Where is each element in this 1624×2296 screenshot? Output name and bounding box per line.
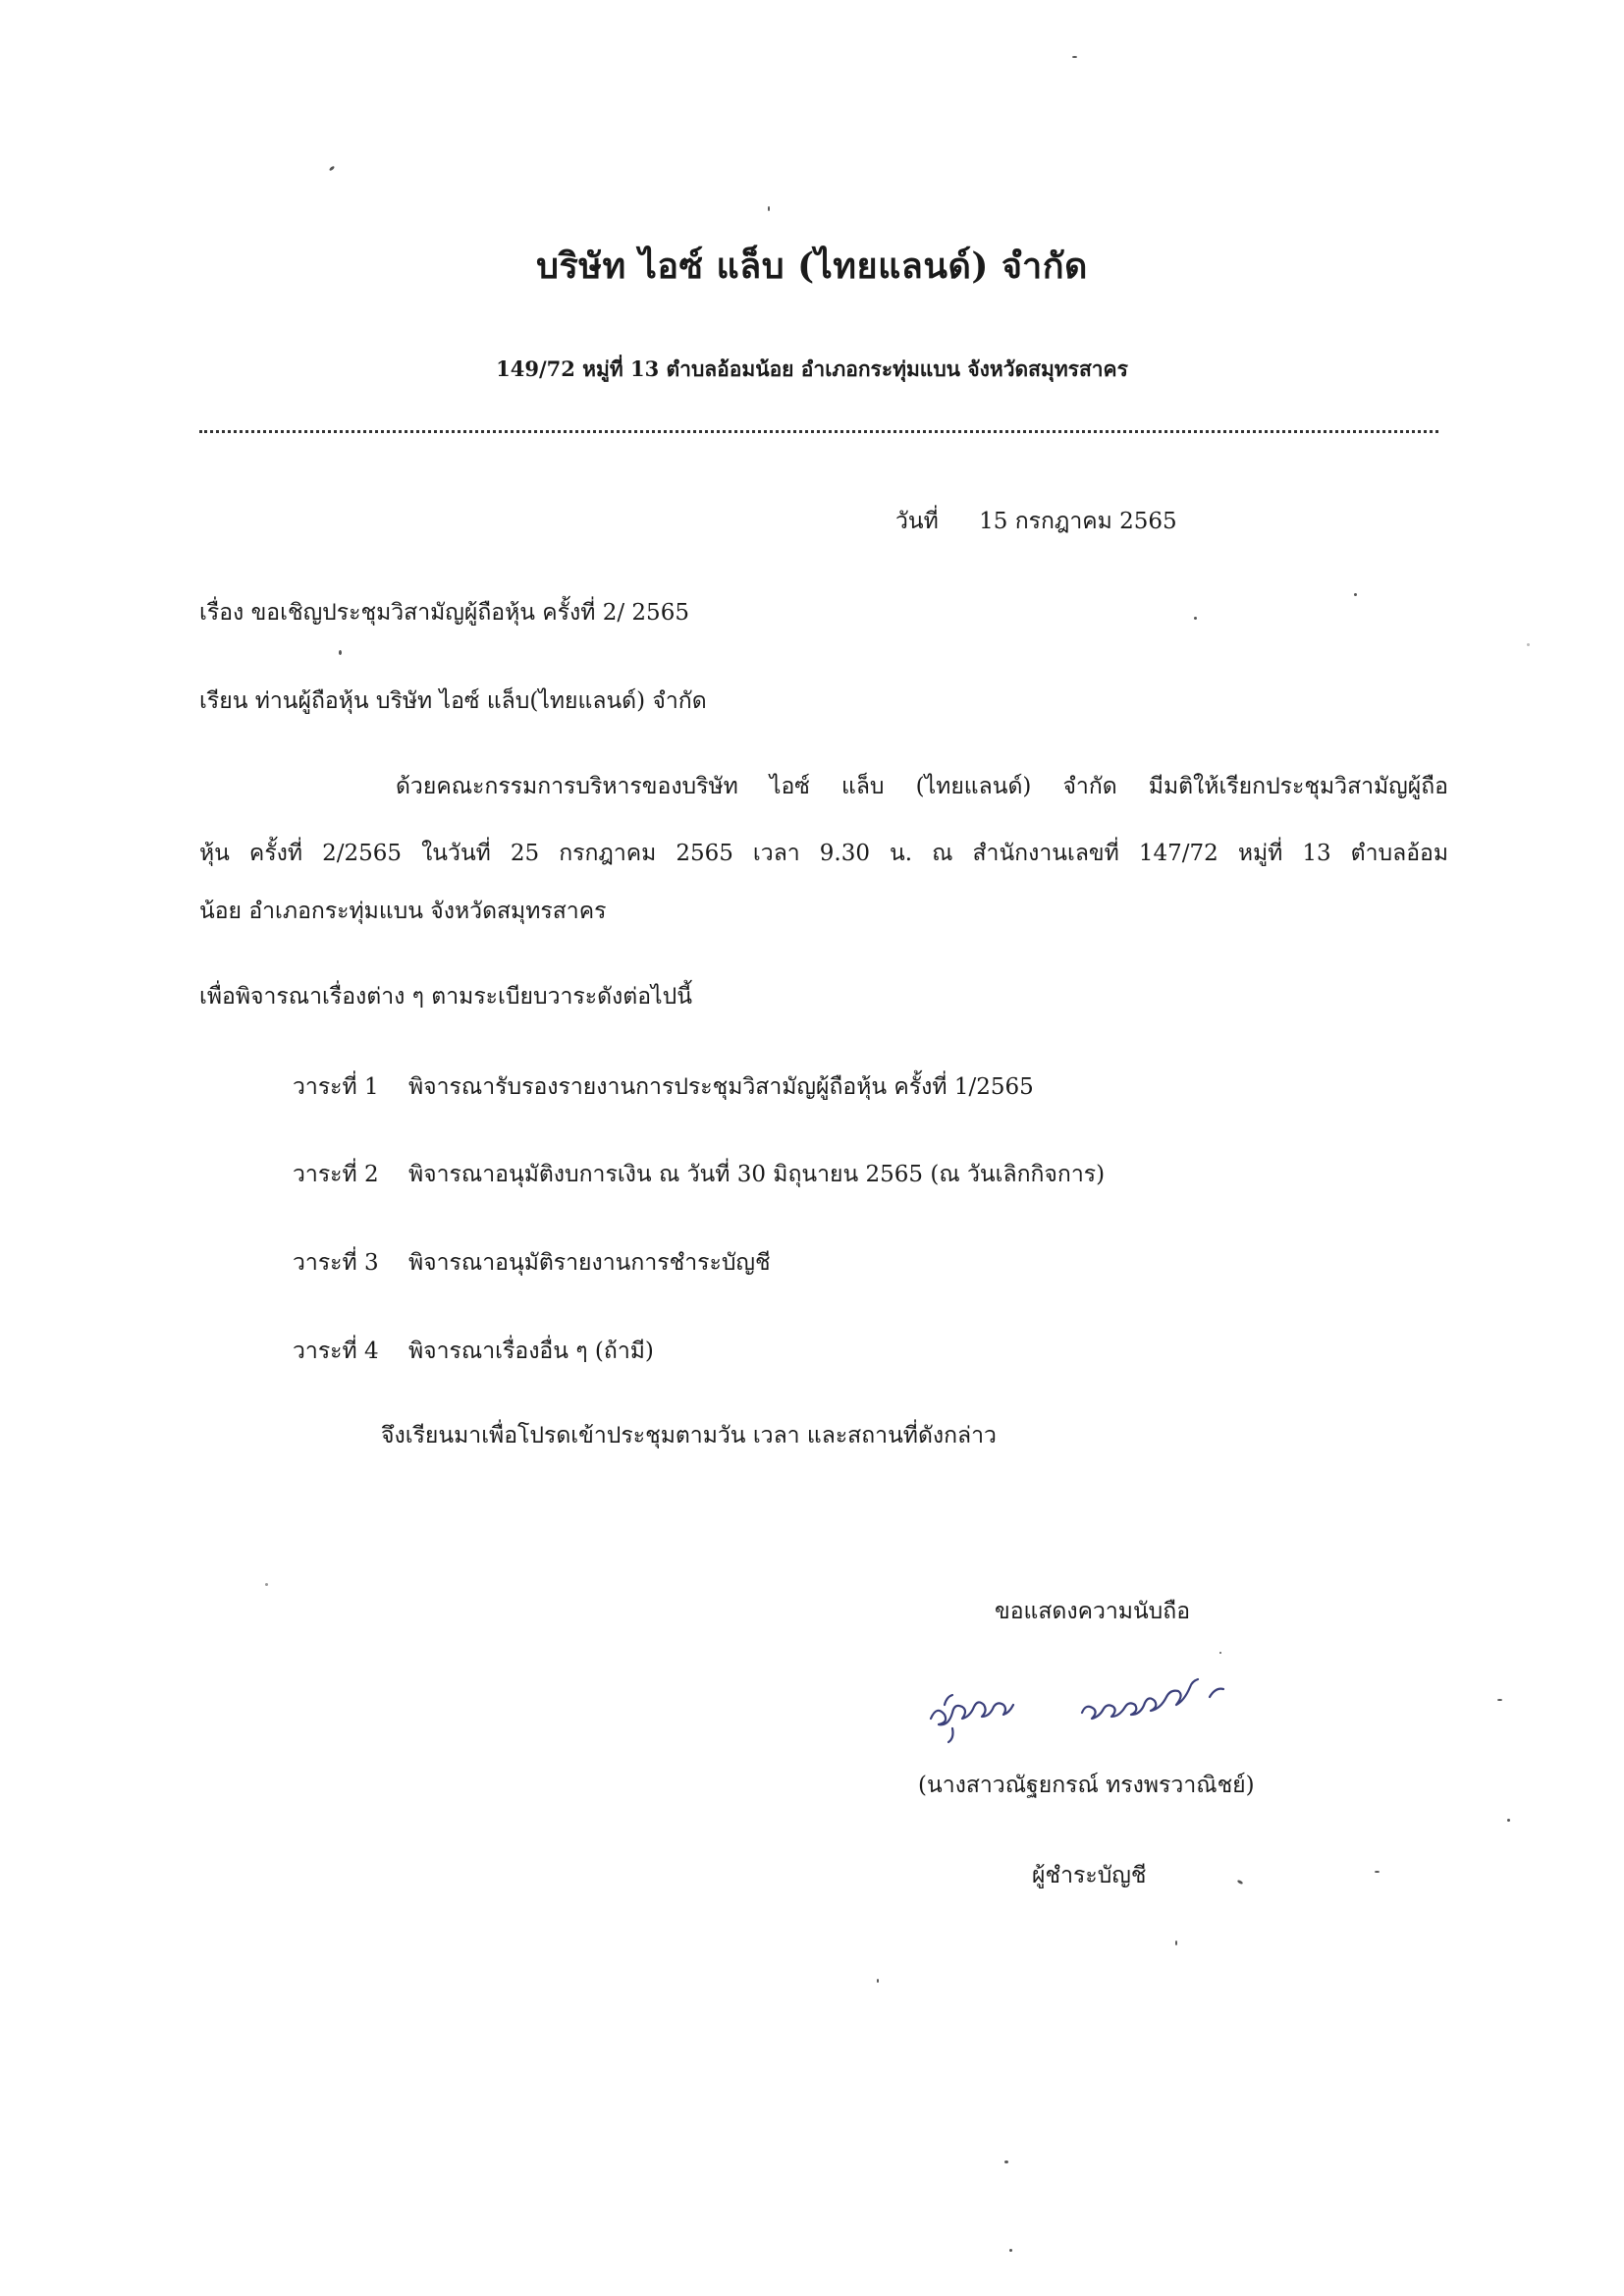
company-name: บริษัท ไอซ์ แล็บ (ไทยแลนด์) จำกัด xyxy=(536,246,1088,287)
agenda-text: พิจารณาอนุมัติรายงานการชำระบัญชี xyxy=(408,1250,771,1276)
date-label: วันที่ xyxy=(895,509,939,534)
regards-line: ขอแสดงความนับถือ xyxy=(995,1599,1191,1624)
subject-line: เรื่อง ขอเชิญประชุมวิสามัญผู้ถือหุ้น ครั้งที่ 2/ 2565 xyxy=(199,600,689,626)
agenda-intro: เพื่อพิจารณาเรื่องต่าง ๆ ตามระเบียบวาระดังต่อไปนี้ xyxy=(199,984,692,1010)
date-line xyxy=(895,504,1177,539)
scan-speck xyxy=(1507,1819,1510,1822)
agenda-label: วาระที่ 1 xyxy=(293,1074,379,1100)
handwritten-signature xyxy=(923,1667,1257,1746)
scan-speck xyxy=(1237,1880,1244,1886)
scan-speck xyxy=(1004,2160,1008,2163)
body-paragraph-line-2: หุ้น ครั้งที่ 2/2565 ในวันที่ 25 กรกฎาคม 2565 เวลา 9.30 น. ณ สำนักงานเลขที่ 147/72 หมู่ที่ 13 ตำบลอ้อม xyxy=(199,841,1448,866)
scan-speck xyxy=(329,165,336,171)
agenda-label: วาระที่ 4 xyxy=(293,1339,379,1364)
scan-speck xyxy=(1072,56,1077,58)
signer-title: ผู้ชำระบัญชี xyxy=(1032,1863,1147,1888)
company-address: 149/72 หมู่ที่ 13 ตำบลอ้อมน้อย อำเภอกระทุ่มแบน จังหวัดสมุทรสาคร xyxy=(496,356,1128,381)
agenda-text: พิจารณาเรื่องอื่น ๆ (ถ้ามี) xyxy=(408,1339,654,1364)
scan-speck xyxy=(1219,1652,1221,1654)
scan-speck xyxy=(768,206,770,211)
scan-speck xyxy=(1375,1871,1380,1873)
agenda-item xyxy=(293,1069,1034,1105)
signer-name: (นางสาวณัฐยกรณ์ ทรงพรวาณิชย์) xyxy=(918,1773,1255,1798)
scan-speck xyxy=(339,650,342,655)
agenda-text: พิจารณาอนุมัติงบการเงิน ณ วันที่ 30 มิถุนายน 2565 (ณ วันเลิกกิจการ) xyxy=(408,1162,1106,1187)
header-divider xyxy=(199,430,1438,433)
agenda-text: พิจารณารับรองรายงานการประชุมวิสามัญผู้ถือหุ้น ครั้งที่ 1/2565 xyxy=(408,1074,1034,1100)
closing-sentence: จึงเรียนมาเพื่อโปรดเข้าประชุมตามวัน เวลา และสถานที่ดังกล่าว xyxy=(381,1423,997,1449)
scan-speck xyxy=(265,1583,268,1586)
scan-speck xyxy=(1497,1699,1502,1701)
agenda-label: วาระที่ 2 xyxy=(293,1162,379,1187)
scan-speck xyxy=(1354,593,1357,596)
scan-speck xyxy=(1009,2249,1012,2252)
scan-speck xyxy=(1175,1941,1177,1945)
agenda-item xyxy=(293,1157,1105,1192)
scan-speck xyxy=(1194,617,1197,620)
date-value: 15 กรกฎาคม 2565 xyxy=(979,509,1177,534)
scan-speck xyxy=(877,1979,879,1983)
agenda-item xyxy=(293,1245,771,1281)
agenda-item xyxy=(293,1334,654,1369)
agenda-label: วาระที่ 3 xyxy=(293,1250,379,1276)
scan-speck xyxy=(1527,643,1530,646)
body-paragraph-line-3: น้อย อำเภอกระทุ่มแบน จังหวัดสมุทรสาคร xyxy=(199,899,607,924)
body-paragraph-line-1: ด้วยคณะกรรมการบริหารของบริษัท ไอซ์ แล็บ (ไทยแลนด์) จำกัด มีมติให้เรียกประชุมวิสามัญผู้ถือ xyxy=(396,774,1448,799)
recipient-line: เรียน ท่านผู้ถือหุ้น บริษัท ไอซ์ แล็บ(ไทยแลนด์) จำกัด xyxy=(199,688,707,714)
